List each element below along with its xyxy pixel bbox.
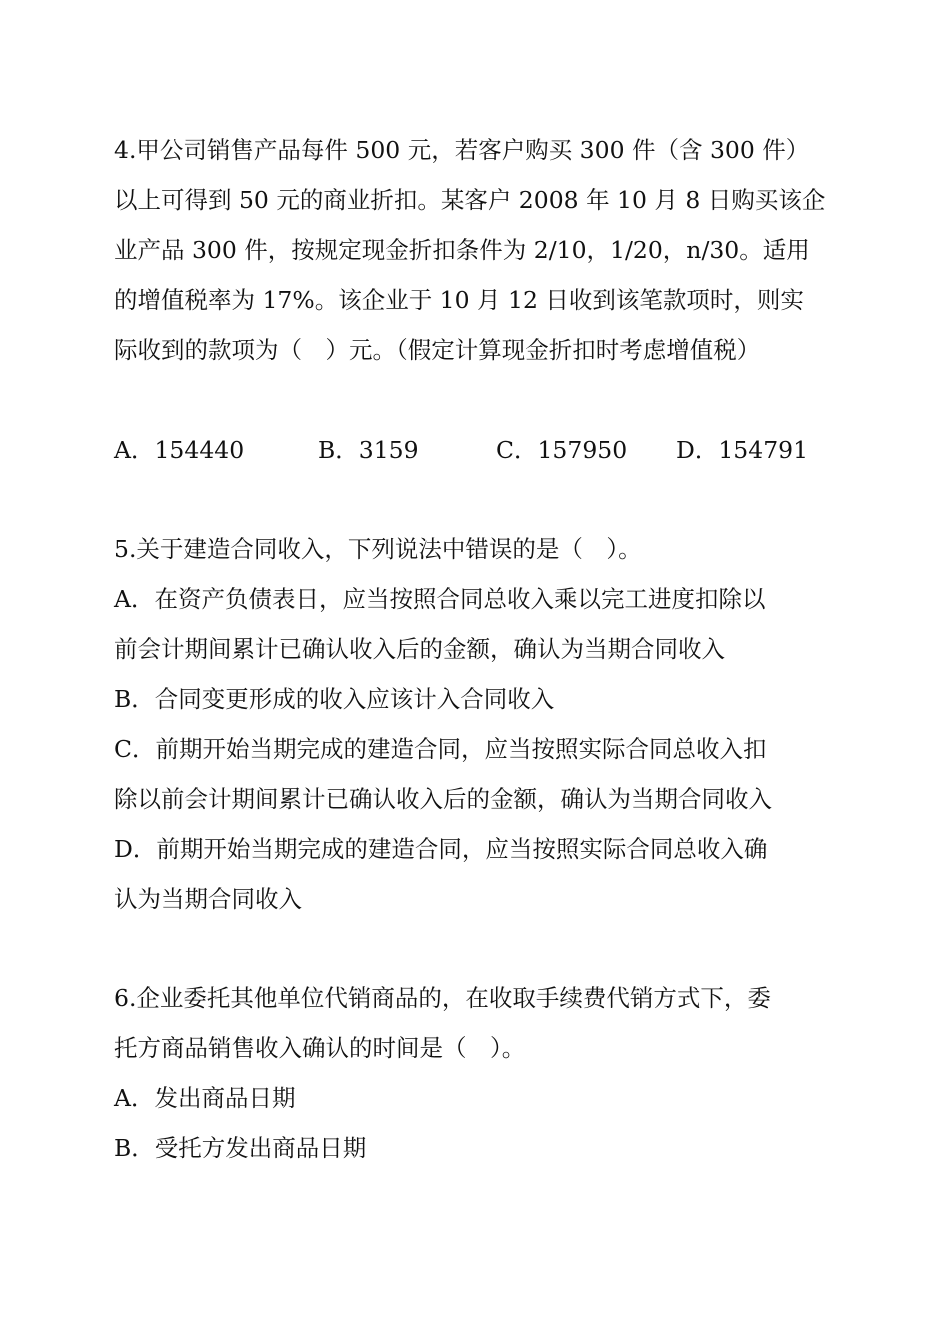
question-5-option-a-line-2: 前会计期间累计已确认收入后的金额，确认为当期合同收入 (114, 635, 725, 663)
question-6-stem-line-2: 托方商品销售收入确认的时间是（ ）。 (114, 1034, 526, 1062)
question-4-line-4: 的增值税率为 17%。该企业于 10 月 12 日收到该笔款项时，则实 (114, 286, 804, 314)
question-6-option-b: B．受托方发出商品日期 (114, 1134, 367, 1162)
question-4-option-b: B．3159 (318, 436, 419, 464)
question-4-line-3: 业产品 300 件，按规定现金折扣条件为 2/10，1/20，n/30。适用 (114, 236, 810, 264)
question-5-option-b: B．合同变更形成的收入应该计入合同收入 (114, 685, 555, 713)
question-4-line-2: 以上可得到 50 元的商业折扣。某客户 2008 年 10 月 8 日购买该企 (114, 186, 826, 214)
question-4-options (114, 434, 844, 466)
question-6-option-a: A．发出商品日期 (114, 1084, 296, 1112)
question-4-option-a: A．154440 (114, 436, 245, 464)
question-5-option-c-line-2: 除以前会计期间累计已确认收入后的金额，确认为当期合同收入 (114, 785, 772, 813)
question-5-option-d-line-2: 认为当期合同收入 (114, 885, 302, 913)
question-5-option-c-line-1: C．前期开始当期完成的建造合同，应当按照实际合同总收入扣 (114, 735, 767, 763)
question-4-option-d: D．154791 (676, 436, 809, 464)
question-5-option-a-line-1: A．在资产负债表日，应当按照合同总收入乘以完工进度扣除以 (114, 585, 766, 613)
question-4-option-c: C．157950 (496, 436, 628, 464)
question-4-line-1: 4.甲公司销售产品每件 500 元，若客户购买 300 件（含 300 件） (114, 136, 810, 164)
question-6-stem-line-1: 6.企业委托其他单位代销商品的，在收取手续费代销方式下，委 (114, 984, 771, 1012)
question-5-option-d-line-1: D．前期开始当期完成的建造合同，应当按照实际合同总收入确 (114, 835, 768, 863)
question-5-stem: 5.关于建造合同收入，下列说法中错误的是（ ）。 (114, 535, 642, 563)
question-4-line-5: 际收到的款项为（ ）元。（假定计算现金折扣时考虑增值税） (114, 336, 761, 364)
